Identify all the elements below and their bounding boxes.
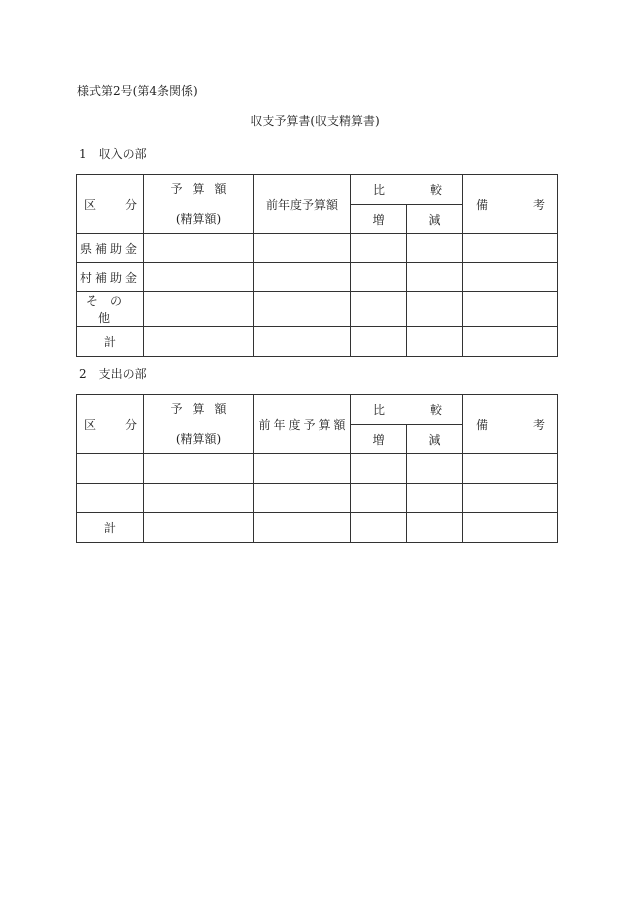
cell-decrease <box>407 234 463 263</box>
income-header-row <box>77 175 558 205</box>
table-row <box>77 484 558 513</box>
cell-prev-year <box>254 234 351 263</box>
cell-budget <box>144 292 254 327</box>
cell-increase <box>351 513 407 543</box>
total-row <box>77 513 558 543</box>
expense-section-title: 2 支出の部 <box>79 367 147 381</box>
cell-increase <box>351 327 407 357</box>
document-title: 収支予算書(収支精算書) <box>250 114 380 128</box>
cell-remarks <box>463 234 558 263</box>
cell-prev-year <box>254 292 351 327</box>
header-remarks-b: 考 <box>532 197 545 212</box>
header-division-a: 区 <box>84 417 97 432</box>
cell-remarks <box>463 484 558 513</box>
header-remarks-a: 備 <box>476 417 489 432</box>
total-row <box>77 327 558 357</box>
row-label <box>77 484 144 513</box>
header-division <box>77 395 144 454</box>
header-compare-a: 比 <box>373 183 386 197</box>
header-budget <box>144 175 254 234</box>
total-label: 計 <box>77 327 144 357</box>
header-compare-a: 比 <box>373 403 386 417</box>
row-label <box>77 454 144 484</box>
cell-decrease <box>407 484 463 513</box>
cell-decrease <box>407 327 463 357</box>
cell-decrease <box>407 454 463 484</box>
header-compare-b: 較 <box>429 403 442 417</box>
header-increase: 増 <box>351 205 407 234</box>
form-number: 様式第2号(第4条関係) <box>77 84 198 98</box>
header-budget-line2: (精算額) <box>175 212 222 226</box>
header-compare <box>351 395 463 425</box>
header-prev-year-text: 前年度予算額 <box>265 197 338 212</box>
cell-budget <box>144 513 254 543</box>
cell-increase <box>351 454 407 484</box>
row-label: 県補助金 <box>77 234 144 263</box>
cell-decrease <box>407 263 463 292</box>
header-prev-year <box>254 395 351 454</box>
header-prev-year-text: 前年度予算額 <box>258 417 349 432</box>
income-table <box>76 174 558 357</box>
table-row <box>77 234 558 263</box>
cell-increase <box>351 234 407 263</box>
header-compare-b: 較 <box>429 183 442 197</box>
expense-header-row <box>77 395 558 425</box>
table-row <box>77 263 558 292</box>
cell-increase <box>351 484 407 513</box>
header-remarks <box>463 175 558 234</box>
cell-decrease <box>407 513 463 543</box>
header-division-b: 分 <box>124 197 137 212</box>
cell-budget <box>144 454 254 484</box>
header-increase: 増 <box>351 425 407 454</box>
header-remarks-b: 考 <box>532 417 545 432</box>
cell-budget <box>144 327 254 357</box>
header-division <box>77 175 144 234</box>
header-compare <box>351 175 463 205</box>
header-budget-line1: 予算額 <box>170 182 237 196</box>
header-decrease: 減 <box>407 205 463 234</box>
cell-prev-year <box>254 263 351 292</box>
row-label: その他 <box>77 292 144 327</box>
cell-remarks <box>463 454 558 484</box>
cell-prev-year <box>254 327 351 357</box>
table-row <box>77 292 558 327</box>
table-row <box>77 454 558 484</box>
total-label: 計 <box>77 513 144 543</box>
header-budget-line2: (精算額) <box>175 432 222 446</box>
cell-increase <box>351 263 407 292</box>
cell-prev-year <box>254 484 351 513</box>
cell-prev-year <box>254 513 351 543</box>
cell-budget <box>144 484 254 513</box>
cell-decrease <box>407 292 463 327</box>
row-label: 村補助金 <box>77 263 144 292</box>
header-remarks-a: 備 <box>476 197 489 212</box>
header-remarks <box>463 395 558 454</box>
expense-table <box>76 394 558 543</box>
cell-increase <box>351 292 407 327</box>
header-division-a: 区 <box>84 197 97 212</box>
cell-remarks <box>463 292 558 327</box>
cell-remarks <box>463 513 558 543</box>
header-decrease: 減 <box>407 425 463 454</box>
income-section-title: 1 収入の部 <box>79 147 147 161</box>
cell-prev-year <box>254 454 351 484</box>
cell-budget <box>144 263 254 292</box>
cell-remarks <box>463 327 558 357</box>
cell-budget <box>144 234 254 263</box>
header-division-b: 分 <box>124 417 137 432</box>
header-budget-line1: 予算額 <box>170 402 237 416</box>
cell-remarks <box>463 263 558 292</box>
header-budget <box>144 395 254 454</box>
header-prev-year <box>254 175 351 234</box>
